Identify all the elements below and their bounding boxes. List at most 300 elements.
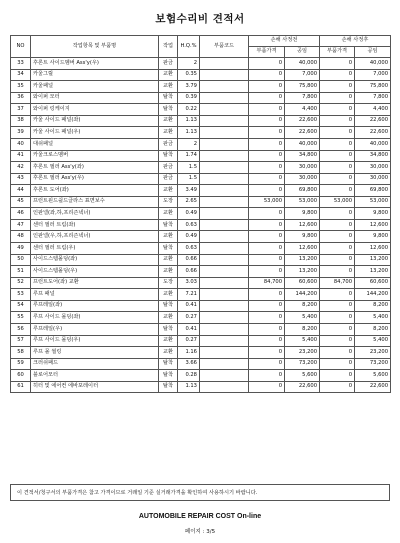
row-work-type: 도장: [159, 196, 178, 208]
row-no: 59: [11, 358, 31, 370]
row-labor-before: 60,600: [285, 277, 320, 289]
row-work-type: 교환: [159, 266, 178, 278]
row-part-price-before: 0: [249, 173, 285, 185]
row-no: 56: [11, 323, 31, 335]
row-item-name: 센터 필러 트림(우): [31, 243, 159, 255]
row-part-price-before: 0: [249, 150, 285, 162]
row-no: 58: [11, 347, 31, 359]
row-labor-before: 22,600: [285, 115, 320, 127]
row-labor-after: 30,000: [355, 162, 391, 174]
row-labor-before: 23,200: [285, 347, 320, 359]
row-part-code: [200, 231, 249, 243]
price-notice: 이 견적서/청구서의 부품가격은 참고 가격이므로 거래일 기준 실거래가격을 확인하여 사용하시기 바랍니다.: [10, 484, 390, 501]
row-labor-before: 30,000: [285, 162, 320, 174]
row-hq: 1.5: [178, 173, 200, 185]
row-part-price-after: 0: [320, 358, 355, 370]
row-work-type: 교환: [159, 312, 178, 324]
row-item-name: 카울 사이드 패널(좌): [31, 115, 159, 127]
row-part-price-after: 0: [320, 138, 355, 150]
row-no: 46: [11, 208, 31, 220]
row-item-name: 사이드스텝몰딩(좌): [31, 254, 159, 266]
table-row: [11, 81, 391, 93]
table-row: [11, 173, 391, 185]
row-no: 60: [11, 370, 31, 382]
row-part-price-after: 0: [320, 92, 355, 104]
row-labor-after: 69,800: [355, 185, 391, 197]
row-no: 39: [11, 127, 31, 139]
row-part-price-before: 0: [249, 208, 285, 220]
row-part-price-before: 0: [249, 323, 285, 335]
row-work-type: 교환: [159, 69, 178, 81]
row-item-name: 후론트 필러 Ass'y(좌): [31, 162, 159, 174]
row-part-price-before: 0: [249, 104, 285, 116]
row-labor-after: 8,200: [355, 300, 391, 312]
row-part-price-before: 0: [249, 115, 285, 127]
row-hq: 0.63: [178, 243, 200, 255]
row-labor-after: 12,600: [355, 243, 391, 255]
table-row: [11, 58, 391, 70]
row-labor-before: 5,400: [285, 335, 320, 347]
page-title: 보험수리비 견적서: [155, 13, 245, 25]
row-part-price-after: 0: [320, 115, 355, 127]
row-part-price-after: 0: [320, 104, 355, 116]
estimate-table: [10, 35, 391, 393]
row-part-price-after: 84,700: [320, 277, 355, 289]
table-row: [11, 127, 391, 139]
row-part-price-after: 0: [320, 335, 355, 347]
row-hq: 1.5: [178, 162, 200, 174]
row-labor-after: 22,600: [355, 115, 391, 127]
row-labor-after: 144,200: [355, 289, 391, 301]
row-work-type: 탈착: [159, 358, 178, 370]
row-part-code: [200, 243, 249, 255]
footer-title: AUTOMOBILE REPAIR COST On-line: [138, 513, 262, 520]
row-labor-after: 9,800: [355, 231, 391, 243]
header-part-code: 부품코드: [200, 36, 249, 58]
table-row: [11, 277, 391, 289]
row-labor-after: 40,000: [355, 138, 391, 150]
row-part-price-before: 0: [249, 138, 285, 150]
row-part-price-before: 0: [249, 243, 285, 255]
row-labor-after: 23,200: [355, 347, 391, 359]
row-no: 44: [11, 185, 31, 197]
table-row: [11, 335, 391, 347]
row-item-name: 후론트 도어(좌): [31, 185, 159, 197]
row-labor-after: 5,400: [355, 335, 391, 347]
row-hq: 0.49: [178, 231, 200, 243]
row-work-type: 교환: [159, 347, 178, 359]
row-work-type: 판금: [159, 138, 178, 150]
row-part-price-after: 0: [320, 81, 355, 93]
table-row: [11, 162, 391, 174]
row-part-price-before: 0: [249, 185, 285, 197]
table-header: [11, 36, 391, 58]
row-part-price-before: 0: [249, 69, 285, 81]
table-row: [11, 312, 391, 324]
row-item-name: 인판넬(좌,하,프리즌넥너): [31, 208, 159, 220]
row-no: 61: [11, 381, 31, 393]
table-body: [11, 58, 391, 393]
row-part-price-before: 0: [249, 219, 285, 231]
table-row: [11, 266, 391, 278]
row-part-price-before: 0: [249, 58, 285, 70]
row-part-code: [200, 335, 249, 347]
row-no: 53: [11, 289, 31, 301]
row-part-price-after: 0: [320, 150, 355, 162]
row-work-type: 탈착: [159, 370, 178, 382]
table-row: [11, 115, 391, 127]
row-labor-before: 13,200: [285, 254, 320, 266]
row-part-price-before: 0: [249, 370, 285, 382]
header-labor-after: 공임: [355, 47, 391, 58]
row-hq: 2.65: [178, 196, 200, 208]
row-part-price-before: 0: [249, 381, 285, 393]
row-item-name: 사이드스텝몰딩(우): [31, 266, 159, 278]
table-row: [11, 104, 391, 116]
row-part-price-after: 0: [320, 289, 355, 301]
row-labor-before: 13,200: [285, 266, 320, 278]
row-part-price-before: 0: [249, 335, 285, 347]
table-row: [11, 231, 391, 243]
row-item-name: 루프 사이드 몰딩(우): [31, 335, 159, 347]
row-part-price-after: 0: [320, 173, 355, 185]
row-part-price-before: 0: [249, 92, 285, 104]
row-part-code: [200, 219, 249, 231]
row-part-price-after: 0: [320, 58, 355, 70]
row-work-type: 도장: [159, 277, 178, 289]
header-before-adjustment: 손해 사정전: [249, 36, 320, 47]
table-row: [11, 289, 391, 301]
row-item-name: 루프 몰 씰링: [31, 347, 159, 359]
row-hq: 0.35: [178, 69, 200, 81]
row-labor-before: 5,600: [285, 370, 320, 382]
row-part-code: [200, 277, 249, 289]
row-part-code: [200, 81, 249, 93]
row-labor-after: 30,000: [355, 173, 391, 185]
row-labor-before: 12,600: [285, 243, 320, 255]
header-labor-before: 공임: [285, 47, 320, 58]
row-labor-after: 22,600: [355, 381, 391, 393]
row-work-type: 교환: [159, 185, 178, 197]
row-item-name: 루프 사이드 몰딩(좌): [31, 312, 159, 324]
row-hq: 2: [178, 138, 200, 150]
row-part-code: [200, 347, 249, 359]
row-part-code: [200, 115, 249, 127]
row-part-price-after: 0: [320, 162, 355, 174]
row-item-name: 후론트 사이드멤버 Ass'y(우): [31, 58, 159, 70]
row-hq: 0.27: [178, 312, 200, 324]
row-work-type: 탈착: [159, 150, 178, 162]
row-no: 42: [11, 162, 31, 174]
row-work-type: 탈착: [159, 381, 178, 393]
header-work: 작업: [159, 36, 178, 58]
row-work-type: 교환: [159, 254, 178, 266]
row-labor-before: 53,000: [285, 196, 320, 208]
row-work-type: 교환: [159, 115, 178, 127]
row-item-name: 프런트도어(좌) 교환: [31, 277, 159, 289]
row-labor-before: 9,800: [285, 208, 320, 220]
row-labor-after: 40,000: [355, 58, 391, 70]
row-no: 55: [11, 312, 31, 324]
header-hq: H.Q.%: [178, 36, 200, 58]
row-labor-before: 8,200: [285, 323, 320, 335]
row-labor-before: 22,600: [285, 127, 320, 139]
row-hq: 0.66: [178, 266, 200, 278]
row-hq: 1.13: [178, 381, 200, 393]
row-no: 51: [11, 266, 31, 278]
row-part-price-after: 0: [320, 254, 355, 266]
row-part-price-after: 0: [320, 266, 355, 278]
row-part-price-after: 0: [320, 323, 355, 335]
row-labor-before: 4,400: [285, 104, 320, 116]
table-row: [11, 92, 391, 104]
row-part-price-before: 53,000: [249, 196, 285, 208]
row-labor-before: 22,600: [285, 381, 320, 393]
row-part-code: [200, 254, 249, 266]
row-no: 38: [11, 115, 31, 127]
row-item-name: 카울 사이드 패널(우): [31, 127, 159, 139]
row-part-code: [200, 104, 249, 116]
row-labor-after: 12,600: [355, 219, 391, 231]
row-item-name: 루프 패널: [31, 289, 159, 301]
row-work-type: 탈착: [159, 323, 178, 335]
row-no: 37: [11, 104, 31, 116]
row-hq: 0.28: [178, 370, 200, 382]
row-labor-before: 30,000: [285, 173, 320, 185]
row-labor-after: 13,200: [355, 254, 391, 266]
row-part-code: [200, 312, 249, 324]
row-labor-before: 75,800: [285, 81, 320, 93]
row-labor-after: 9,800: [355, 208, 391, 220]
row-labor-before: 7,800: [285, 92, 320, 104]
row-no: 50: [11, 254, 31, 266]
row-hq: 0.49: [178, 208, 200, 220]
row-labor-before: 12,600: [285, 219, 320, 231]
table-row: [11, 358, 391, 370]
row-no: 48: [11, 231, 31, 243]
row-item-name: 크러쉬패드: [31, 358, 159, 370]
row-no: 54: [11, 300, 31, 312]
row-no: 35: [11, 81, 31, 93]
row-no: 40: [11, 138, 31, 150]
row-item-name: 인판넬(우,하,프리즌넥너): [31, 231, 159, 243]
row-part-code: [200, 92, 249, 104]
table-row: [11, 219, 391, 231]
row-part-code: [200, 323, 249, 335]
table-row: [11, 69, 391, 81]
row-no: 41: [11, 150, 31, 162]
row-work-type: 탈착: [159, 219, 178, 231]
row-part-price-after: 0: [320, 243, 355, 255]
row-labor-after: 13,200: [355, 266, 391, 278]
row-item-name: 히터 및 에어컨 에바포레이터: [31, 381, 159, 393]
row-part-price-before: 0: [249, 81, 285, 93]
row-hq: 3.49: [178, 185, 200, 197]
row-labor-before: 40,000: [285, 138, 320, 150]
row-part-code: [200, 370, 249, 382]
table-row: [11, 138, 391, 150]
row-part-code: [200, 58, 249, 70]
row-labor-after: 75,800: [355, 81, 391, 93]
row-part-price-after: 0: [320, 208, 355, 220]
row-labor-before: 8,200: [285, 300, 320, 312]
row-part-price-after: 0: [320, 69, 355, 81]
row-item-name: 프런트윈드쉴드글라스 표면보수: [31, 196, 159, 208]
row-part-price-after: 0: [320, 219, 355, 231]
row-part-code: [200, 138, 249, 150]
row-hq: 7.21: [178, 289, 200, 301]
row-hq: 3.66: [178, 358, 200, 370]
row-part-price-before: 0: [249, 162, 285, 174]
row-no: 43: [11, 173, 31, 185]
row-part-price-before: 0: [249, 127, 285, 139]
row-part-code: [200, 185, 249, 197]
row-work-type: 판금: [159, 162, 178, 174]
row-labor-after: 7,800: [355, 92, 391, 104]
row-work-type: 탈착: [159, 243, 178, 255]
row-labor-after: 7,000: [355, 69, 391, 81]
row-no: 52: [11, 277, 31, 289]
row-part-price-after: 0: [320, 370, 355, 382]
row-part-code: [200, 266, 249, 278]
row-hq: 1.74: [178, 150, 200, 162]
row-hq: 1.16: [178, 347, 200, 359]
row-hq: 1.13: [178, 115, 200, 127]
row-hq: 3.79: [178, 81, 200, 93]
row-part-code: [200, 196, 249, 208]
row-hq: 0.22: [178, 104, 200, 116]
table-row: [11, 196, 391, 208]
row-work-type: 탈착: [159, 300, 178, 312]
table-row: [11, 323, 391, 335]
row-no: 45: [11, 196, 31, 208]
row-part-price-after: 0: [320, 300, 355, 312]
table-row: [11, 370, 391, 382]
row-labor-after: 4,400: [355, 104, 391, 116]
table-row: [11, 185, 391, 197]
table-row: [11, 300, 391, 312]
page-number: 페이지 : 3/5: [184, 529, 216, 535]
row-hq: 2: [178, 58, 200, 70]
row-work-type: 교환: [159, 335, 178, 347]
row-work-type: 교환: [159, 289, 178, 301]
row-labor-before: 7,000: [285, 69, 320, 81]
row-part-code: [200, 150, 249, 162]
row-part-price-after: 0: [320, 312, 355, 324]
row-labor-after: 5,400: [355, 312, 391, 324]
row-no: 57: [11, 335, 31, 347]
table-row: [11, 347, 391, 359]
row-part-code: [200, 127, 249, 139]
row-part-price-before: 0: [249, 231, 285, 243]
row-part-price-before: 0: [249, 266, 285, 278]
row-item-name: 와이퍼 모터: [31, 92, 159, 104]
row-no: 34: [11, 69, 31, 81]
table-row: [11, 254, 391, 266]
header-no: NO: [11, 36, 31, 58]
row-hq: 3.03: [178, 277, 200, 289]
row-part-price-after: 0: [320, 347, 355, 359]
row-item-name: 블로어모터: [31, 370, 159, 382]
row-work-type: 교환: [159, 231, 178, 243]
row-part-code: [200, 208, 249, 220]
row-item-name: 루프레일(우): [31, 323, 159, 335]
table-row: [11, 150, 391, 162]
row-part-code: [200, 173, 249, 185]
row-item-name: 대쉬패널: [31, 138, 159, 150]
row-part-price-before: 0: [249, 312, 285, 324]
row-hq: 0.66: [178, 254, 200, 266]
row-no: 36: [11, 92, 31, 104]
row-hq: 0.39: [178, 92, 200, 104]
row-part-code: [200, 358, 249, 370]
row-labor-after: 5,600: [355, 370, 391, 382]
row-item-name: 와이퍼 링케이지: [31, 104, 159, 116]
header-part-price-before: 부품가격: [249, 47, 285, 58]
row-item-name: 후론트 필러 Ass'y(우): [31, 173, 159, 185]
row-item-name: 카울그릴: [31, 69, 159, 81]
row-work-type: 교환: [159, 81, 178, 93]
row-part-price-before: 0: [249, 347, 285, 359]
row-part-code: [200, 381, 249, 393]
table-row: [11, 208, 391, 220]
row-part-price-before: 0: [249, 289, 285, 301]
table-row: [11, 381, 391, 393]
row-work-type: 판금: [159, 173, 178, 185]
row-no: 47: [11, 219, 31, 231]
row-work-type: 판금: [159, 58, 178, 70]
header-after-adjustment: 손해 사정후: [320, 36, 391, 47]
row-no: 49: [11, 243, 31, 255]
row-hq: 0.27: [178, 335, 200, 347]
row-labor-after: 8,200: [355, 323, 391, 335]
row-work-type: 탈착: [159, 104, 178, 116]
row-item-name: 카울크로스멤버: [31, 150, 159, 162]
row-no: 33: [11, 58, 31, 70]
row-labor-before: 69,800: [285, 185, 320, 197]
row-work-type: 교환: [159, 208, 178, 220]
row-labor-after: 34,800: [355, 150, 391, 162]
row-hq: 0.41: [178, 323, 200, 335]
row-part-price-before: 0: [249, 300, 285, 312]
row-part-price-after: 0: [320, 127, 355, 139]
row-labor-before: 144,200: [285, 289, 320, 301]
row-part-price-before: 84,700: [249, 277, 285, 289]
row-part-code: [200, 289, 249, 301]
row-labor-after: 22,600: [355, 127, 391, 139]
row-part-price-after: 0: [320, 231, 355, 243]
header-part-price-after: 부품가격: [320, 47, 355, 58]
table-row: [11, 243, 391, 255]
row-part-price-after: 0: [320, 381, 355, 393]
row-part-price-after: 0: [320, 185, 355, 197]
row-part-price-before: 0: [249, 358, 285, 370]
row-labor-before: 34,800: [285, 150, 320, 162]
row-labor-before: 40,000: [285, 58, 320, 70]
row-hq: 0.41: [178, 300, 200, 312]
row-part-code: [200, 69, 249, 81]
row-part-code: [200, 300, 249, 312]
row-labor-before: 73,200: [285, 358, 320, 370]
row-part-code: [200, 162, 249, 174]
row-labor-after: 73,200: [355, 358, 391, 370]
row-hq: 1.13: [178, 127, 200, 139]
row-part-price-before: 0: [249, 254, 285, 266]
row-item-name: 센터 필러 트림(좌): [31, 219, 159, 231]
row-part-price-after: 53,000: [320, 196, 355, 208]
row-work-type: 탈착: [159, 92, 178, 104]
row-hq: 0.63: [178, 219, 200, 231]
